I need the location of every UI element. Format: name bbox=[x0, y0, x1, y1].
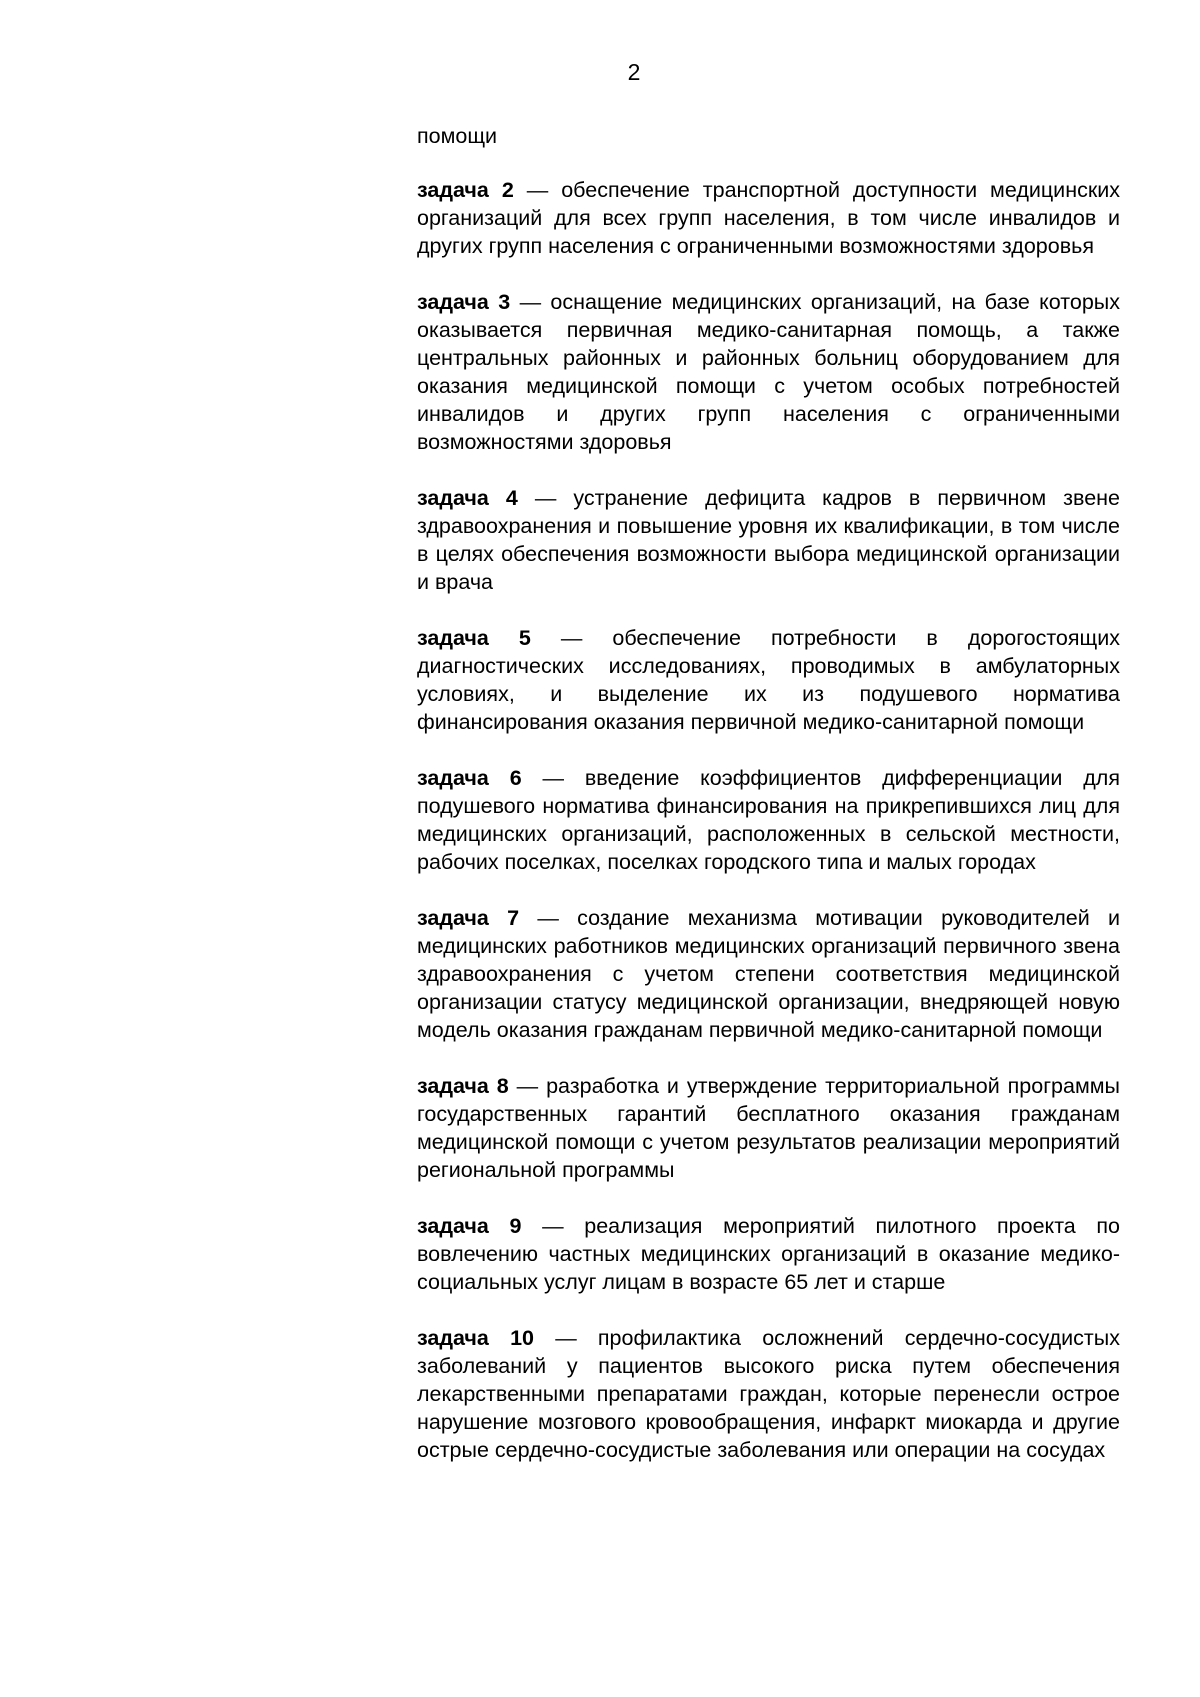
task-text: — профилактика осложнений сердечно-сосудистых заболеваний у пациентов высокого риска путем обеспечения лекарственными препаратами граждан, которые перенесли острое нарушение мозгового кровообращения, инфаркт миокарда и другие острые сердечно-сосудистые заболевания или операции на сосудах bbox=[417, 1326, 1120, 1462]
task-label: задача 9 bbox=[417, 1214, 522, 1238]
task-label: задача 10 bbox=[417, 1326, 534, 1350]
task-text: — реализация мероприятий пилотного проекта по вовлечению частных медицинских организаций в оказание медико-социальных услуг лицам в возрасте 65 лет и старше bbox=[417, 1214, 1120, 1294]
page-number: 2 bbox=[627, 59, 641, 85]
task-label: задача 6 bbox=[417, 766, 522, 790]
task-label: задача 7 bbox=[417, 906, 520, 930]
task-text: — оснащение медицинских организаций, на базе которых оказывается первичная медико-санитарная помощь, а также центральных районных и районных больниц оборудованием для оказания медицинской помощи с учетом особых потребностей инвалидов и других групп населения с ограниченными возможностями здоровья bbox=[417, 290, 1120, 454]
task-paragraph bbox=[417, 484, 1120, 596]
task-paragraph bbox=[417, 1072, 1120, 1184]
task-label: задача 8 bbox=[417, 1074, 509, 1098]
task-paragraph bbox=[417, 288, 1120, 456]
task-paragraph bbox=[417, 176, 1120, 260]
task-text: — создание механизма мотивации руководителей и медицинских работников медицинских организаций первичного звена здравоохранения с учетом степени соответствия медицинской организации статусу медицинской организации, внедряющей новую модель оказания гражданам первичной медико-санитарной помощи bbox=[417, 906, 1120, 1042]
task-text: — устранение дефицита кадров в первичном звене здравоохранения и повышение уровня их квалификации, в том числе в целях обеспечения возможности выбора медицинской организации и врача bbox=[417, 486, 1120, 594]
task-label: задача 5 bbox=[417, 626, 531, 650]
task-text: — обеспечение транспортной доступности медицинских организаций для всех групп населения, в том числе инвалидов и других групп населения с ограниченными возможностями здоровья bbox=[417, 178, 1120, 258]
task-paragraph bbox=[417, 624, 1120, 736]
task-label: задача 3 bbox=[417, 290, 511, 314]
task-paragraph bbox=[417, 1324, 1120, 1464]
task-paragraph bbox=[417, 904, 1120, 1044]
task-text: — введение коэффициентов дифференциации для подушевого норматива финансирования на прикрепившихся лиц для медицинских организаций, расположенных в сельской местности, рабочих поселках, поселках городского типа и малых городах bbox=[417, 766, 1120, 874]
document-body bbox=[417, 122, 1120, 1492]
continued-text: помощи bbox=[417, 124, 498, 148]
task-paragraph bbox=[417, 1212, 1120, 1296]
task-text: — обеспечение потребности в дорогостоящих диагностических исследованиях, проводимых в амбулаторных условиях, и выделение их из подушевого норматива финансирования оказания первичной медико-санитарной помощи bbox=[417, 626, 1120, 734]
task-label: задача 2 bbox=[417, 178, 514, 202]
task-paragraph bbox=[417, 764, 1120, 876]
task-text: — разработка и утверждение территориальной программы государственных гарантий бесплатного оказания гражданам медицинской помощи с учетом результатов реализации мероприятий региональной программы bbox=[417, 1074, 1120, 1182]
task-label: задача 4 bbox=[417, 486, 518, 510]
